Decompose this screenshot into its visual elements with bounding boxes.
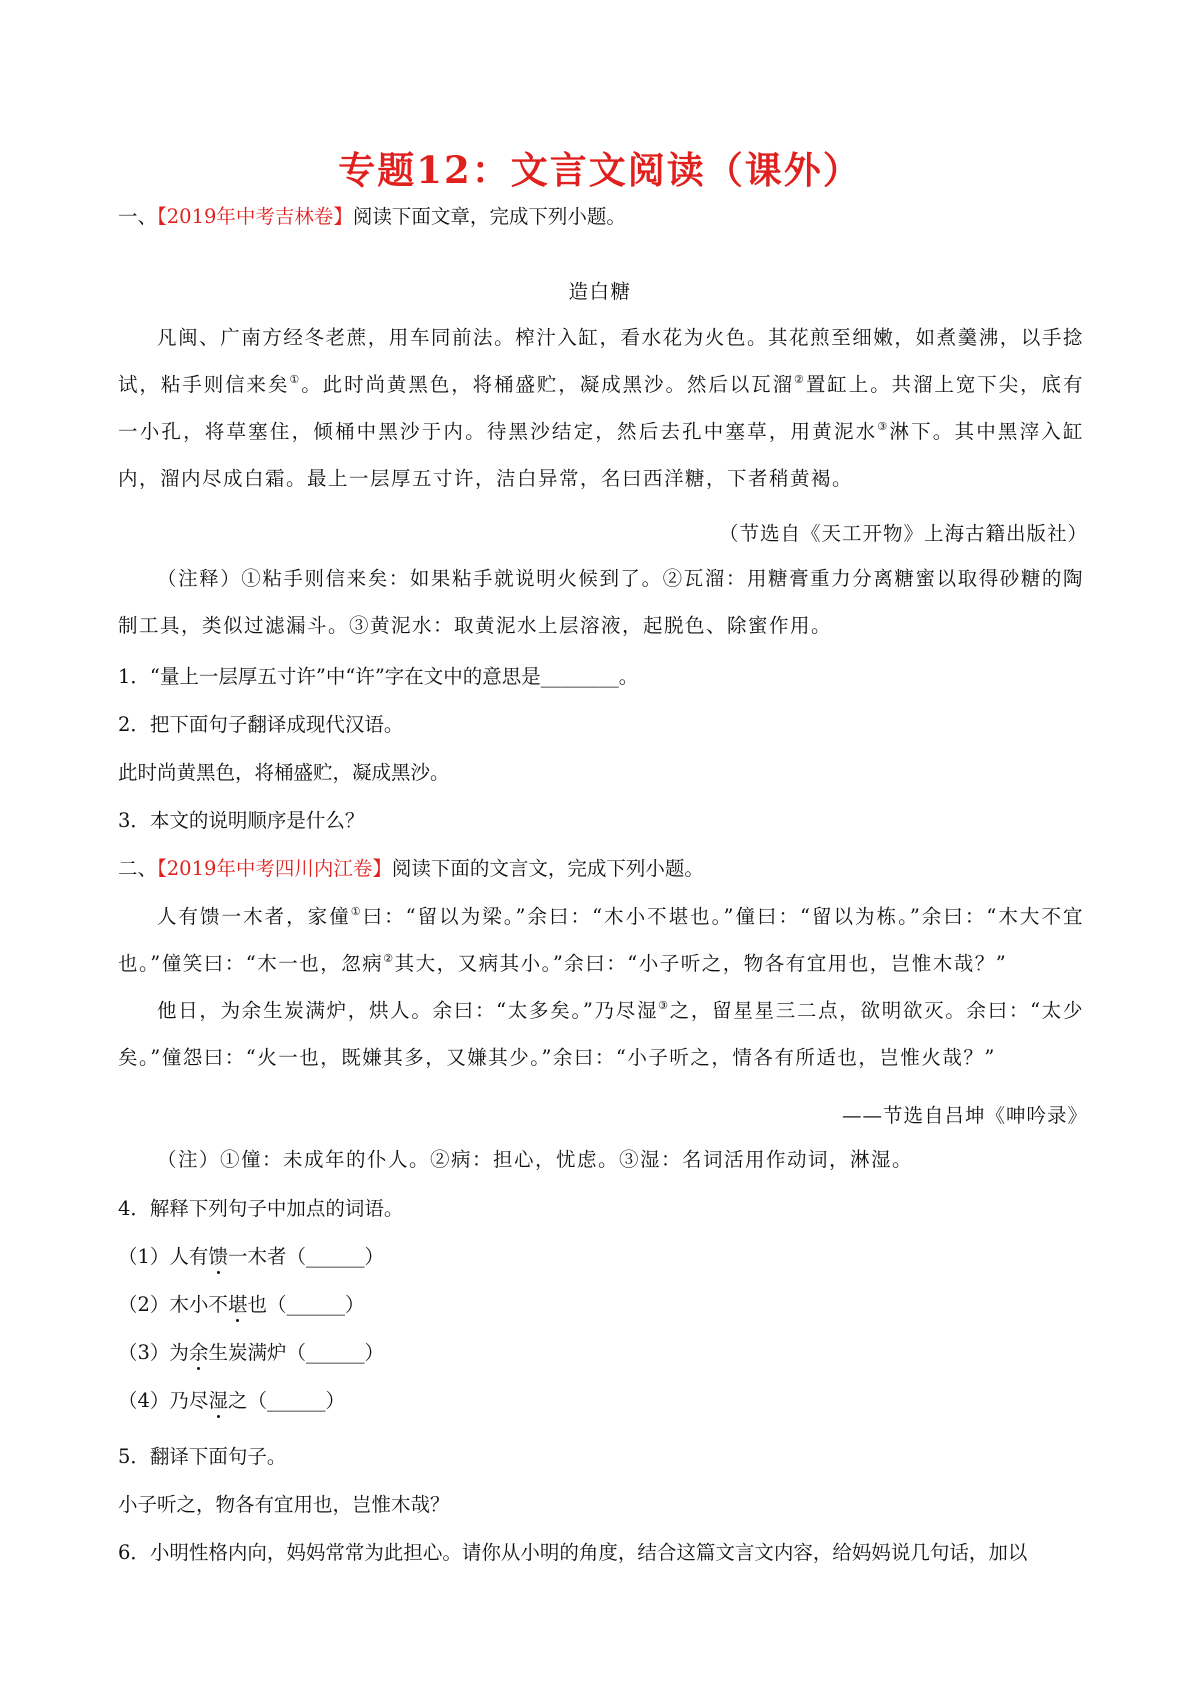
section-2-source: 【2019年中考四川内江卷】: [157, 857, 392, 880]
passage-2-paragraph-2: 他日，为余生炭满炉，烘人。余曰：“太多矣。”乃尽湿③之，留星星三二点，欲明欲灭。余曰：“太少矣。”僮怨曰：“火一也，既嫌其多，又嫌其少。”余曰：“小子听之，情各有所适也，岂惟火哉？”: [118, 999, 1084, 1069]
section-1-instruction: 阅读下面文章，完成下列小题。: [352, 205, 626, 228]
section-2-heading: [118, 856, 704, 882]
question-6: 6．小明性格内向，妈妈常常为此担心。请你从小明的角度，结合这篇文言文内容，给妈妈说几句话，加以: [118, 1541, 1028, 1564]
section-2-prefix: 二、: [118, 857, 158, 880]
note-mark: ①: [289, 373, 302, 386]
passage-2-citation: ——节选自吕坤《呻吟录》: [841, 1104, 1088, 1127]
section-1-heading: [118, 204, 626, 230]
question-4-item: （2）木小不堪也（______）: [118, 1293, 365, 1316]
question-5: 5．翻译下面句子。: [118, 1445, 287, 1468]
note-mark: ③: [658, 999, 670, 1012]
section-1-source: 【2019年中考吉林卷】: [157, 205, 353, 228]
page-title: 专题12：文言文阅读（课外）: [338, 148, 862, 192]
note-mark: ③: [877, 420, 890, 433]
question-4-item: （4）乃尽湿之（______）: [118, 1389, 345, 1412]
question-2: 2．把下面句子翻译成现代汉语。: [118, 713, 404, 736]
question-4-item: （1）人有馈一木者（______）: [118, 1245, 384, 1268]
passage-2-notes: （注）①僮：未成年的仆人。②病：担心，忧虑。③湿：名词活用作动词，淋湿。: [157, 1148, 914, 1171]
question-1: 1．“量上一层厚五寸许”中“许”字在文中的意思是________。: [118, 665, 639, 688]
note-mark: ①: [350, 905, 363, 918]
passage-1-text: 凡闽、广南方经冬老蔗，用车同前法。榨汁入缸，看水花为火色。其花煎至细嫩，如煮羹沸，以手捻试，粘手则信来矣①。此时尚黄黑色，将桶盛贮，凝成黑沙。然后以瓦溜②置缸上。共溜上宽下尖，底有一小孔，将草塞住，倾桶中黑沙于内。待黑沙结定，然后去孔中塞草，用黄泥水③淋下。其中黑滓入缸内，溜内尽成白霜。最上一层厚五寸许，洁白异常，名曰西洋糖，下者稍黄褐。: [118, 326, 1084, 490]
dotted-word: 堪: [227, 1293, 248, 1316]
dotted-word: 馈: [208, 1245, 228, 1268]
passage-2-paragraph-1: 人有馈一木者，家僮①曰：“留以为梁。”余曰：“木小不堪也。”僮曰：“留以为栋。”余曰：“木大不宜也。”僮笑曰：“木一也，忽病②其大，又病其小。”余曰：“小子听之，物各有宜用也，岂惟木哉？”: [118, 905, 1084, 975]
passage-1-citation: （节选自《天工开物》上海古籍出版社）: [718, 522, 1088, 545]
question-4: 4．解释下列句子中加点的词语。: [118, 1197, 404, 1220]
question-3: 3．本文的说明顺序是什么？: [118, 809, 365, 832]
section-1-prefix: 一、: [118, 205, 158, 228]
passage-1-notes: （注释）①粘手则信来矣：如果粘手就说明火候到了。②瓦溜：用糖膏重力分离糖蜜以取得砂糖的陶制工具，类似过滤漏斗。③黄泥水：取黄泥水上层溶液，起脱色、除蜜作用。: [118, 567, 1084, 637]
question-5-sentence: 小子听之，物各有宜用也，岂惟木哉？: [118, 1493, 450, 1516]
note-mark: ②: [794, 373, 806, 386]
note-mark: ②: [383, 952, 395, 965]
dotted-word: 湿: [208, 1389, 228, 1412]
question-2-sentence: 此时尚黄黑色，将桶盛贮，凝成黑沙。: [118, 761, 450, 784]
passage-title: 造白糖: [568, 280, 632, 303]
question-4-item: （3）为余生炭满炉（______）: [118, 1341, 384, 1364]
section-2-instruction: 阅读下面的文言文，完成下列小题。: [391, 857, 704, 880]
dotted-word: 余: [188, 1341, 209, 1364]
